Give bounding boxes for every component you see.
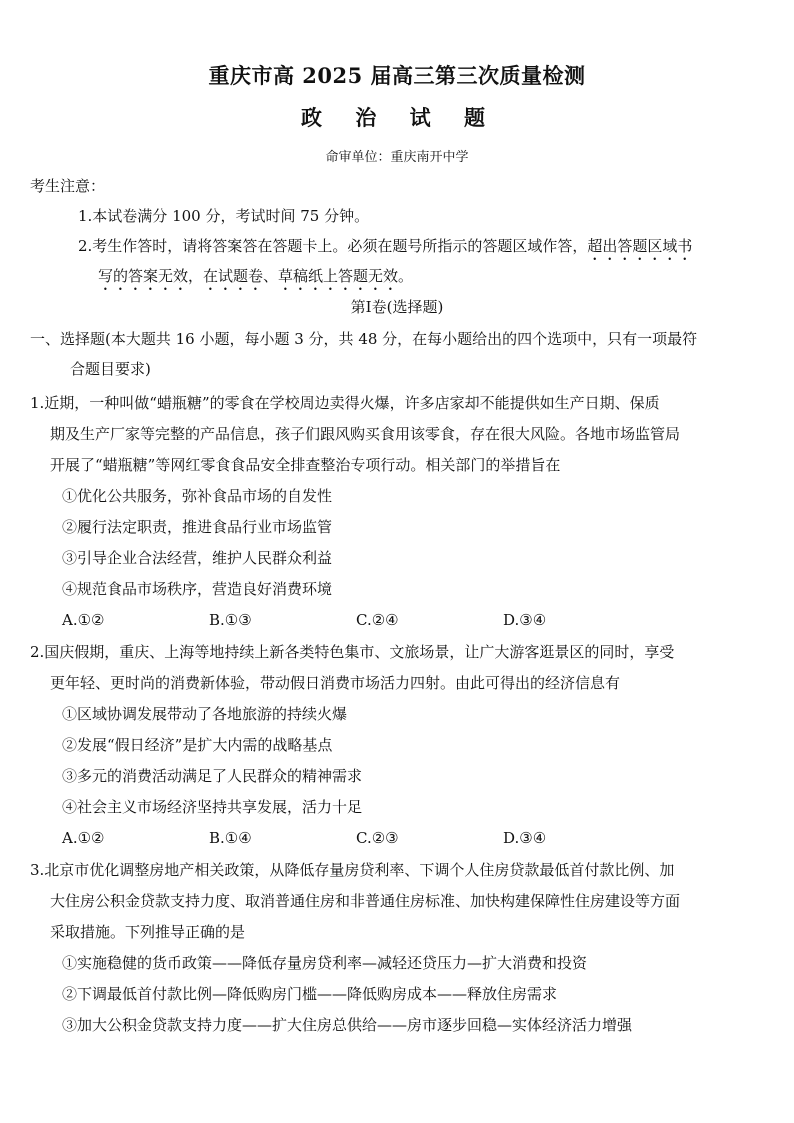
question-1-stem-line: 期及生产厂家等完整的产品信息，孩子们跟风购买食用该零食，存在很大风险。各地市场监管局 bbox=[50, 425, 681, 443]
question-1-options bbox=[62, 610, 650, 630]
part-heading-line-2: 合题目要求) bbox=[70, 360, 151, 378]
question-2-statement: ③多元的消费活动满足了人民群众的精神需求 bbox=[62, 767, 363, 785]
notice-heading: 考生注意： bbox=[30, 177, 106, 195]
question-2-statement: ④社会主义市场经济坚持共享发展，活力十足 bbox=[62, 798, 363, 816]
question-2-statement: ①区域协调发展带动了各地旅游的持续火爆 bbox=[62, 705, 348, 723]
option-d: D.③④ bbox=[503, 611, 547, 629]
option-b: B.①④ bbox=[209, 829, 252, 847]
question-3-stem-line: 大住房公积金贷款支持力度、取消普通住房和非普通住房标准、加快构建保障性住房建设等方面 bbox=[50, 892, 681, 910]
part-heading-line-1: 一、选择题(本大题共 16 小题，每小题 3 分，共 48 分，在每小题给出的四个选项中，只有一项最符 bbox=[30, 330, 698, 348]
question-1-stem-line: 开展了“蜡瓶糖”等网红零食食品安全排查整治专项行动。相关部门的举措旨在 bbox=[50, 456, 561, 474]
question-2-statement: ②发展“假日经济”是扩大内需的战略基点 bbox=[62, 736, 333, 754]
question-3-statement: ①实施稳健的货币政策——降低存量房贷利率—减轻还贷压力—扩大消费和投资 bbox=[62, 954, 588, 972]
notice-item-1: 1.本试卷满分 100 分，考试时间 75 分钟。 bbox=[78, 207, 370, 225]
question-1-statement: ①优化公共服务，弥补食品市场的自发性 bbox=[62, 487, 333, 505]
option-a: A.①② bbox=[62, 829, 105, 847]
notice-item-2-line-2: 写的答案无效，在试题卷、草稿纸上答题无效。 bbox=[98, 267, 414, 285]
option-c: C.②④ bbox=[356, 611, 399, 629]
emphasis-text: 在试题卷、草稿纸上答题无效 bbox=[203, 267, 399, 285]
question-2-options bbox=[62, 828, 650, 848]
maker-unit: 命审单位：重庆南开中学 bbox=[325, 150, 469, 165]
option-b: B.①③ bbox=[209, 611, 252, 629]
exam-subject: 政 治 试 题 bbox=[301, 105, 493, 130]
option-d: D.③④ bbox=[503, 829, 547, 847]
question-3-stem-line: 3.北京市优化调整房地产相关政策，从降低存量房贷利率、下调个人住房贷款最低首付款比例、加 bbox=[30, 861, 675, 879]
notice-item-2-line-1: 2.考生作答时，请将答案答在答题卡上。必须在题号所指示的答题区域作答，超出答题区域书 bbox=[78, 237, 693, 255]
question-1-statement: ④规范食品市场秩序，营造良好消费环境 bbox=[62, 580, 333, 598]
question-3-statement: ③加大公积金贷款支持力度——扩大住房总供给——房市逐步回稳—实体经济活力增强 bbox=[62, 1016, 633, 1034]
question-2-stem-line: 2.国庆假期，重庆、上海等地持续上新各类特色集市、文旅场景，让广大游客逛景区的同时，享受 bbox=[30, 643, 675, 661]
question-1-stem-line: 1.近期，一种叫做“蜡瓶糖”的零食在学校周边卖得火爆，许多店家却不能提供如生产日期、保质 bbox=[30, 394, 660, 412]
option-c: C.②③ bbox=[356, 829, 399, 847]
exam-title: 重庆市高 2025 届高三第三次质量检测 bbox=[208, 63, 586, 88]
option-a: A.①② bbox=[62, 611, 105, 629]
section-heading: 第Ⅰ卷(选择题) bbox=[350, 298, 444, 316]
emphasis-text: 超出答题区域书 bbox=[587, 237, 693, 255]
question-3-statement: ②下调最低首付款比例—降低购房门槛——降低购房成本——释放住房需求 bbox=[62, 985, 558, 1003]
question-3-stem-line: 采取措施。下列推导正确的是 bbox=[50, 923, 246, 941]
question-1-statement: ③引导企业合法经营，维护人民群众利益 bbox=[62, 549, 333, 567]
emphasis-text: 写的答案无效 bbox=[98, 267, 189, 285]
question-2-stem-line: 更年轻、更时尚的消费新体验，带动假日消费市场活力四射。由此可得出的经济信息有 bbox=[50, 674, 621, 692]
question-1-statement: ②履行法定职责，推进食品行业市场监管 bbox=[62, 518, 333, 536]
